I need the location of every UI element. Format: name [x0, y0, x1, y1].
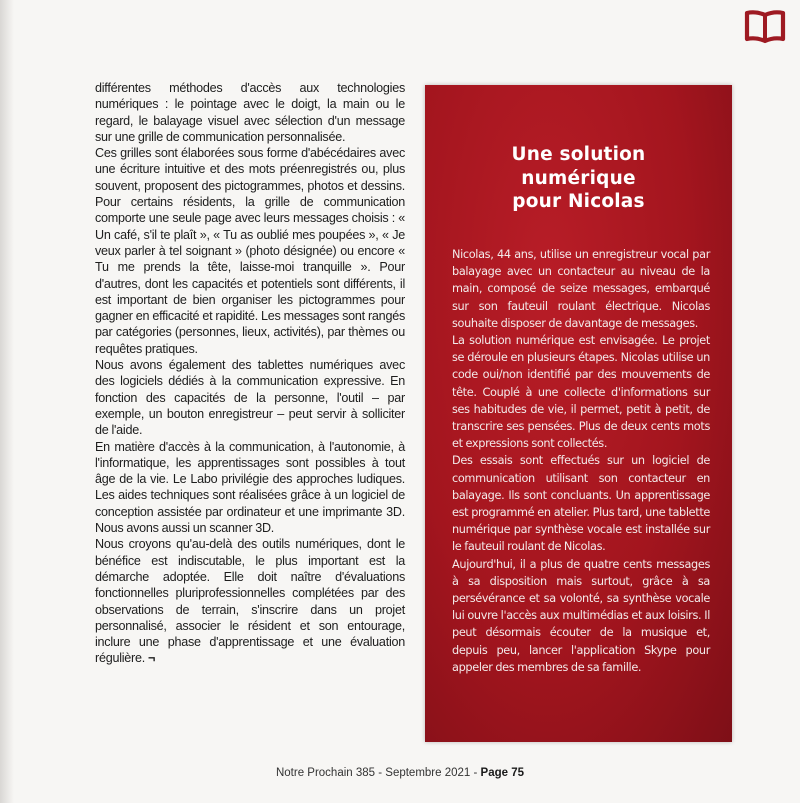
- sidebar-title-line: Une solution: [511, 144, 646, 165]
- paragraph-text: Nous croyons qu'au-delà des outils numériques, dont le bénéfice est indiscutable, le plus important est la démarche adoptée. Elle doit naître d'évaluations fonctionnelles pluriprofessionnelles complétées par des observations de terrain, s'inscrire dans un projet personnalisé, associer le résident et son entourage, inclure une phase d'apprentissage et une évaluation régulière.: [95, 537, 405, 666]
- paragraph: En matière d'accès à la communication, à l'autonomie, à l'informatique, les apprentissages sont possibles à tout âge de la vie. Le Labo privilégie des approches ludiques. Les aides techniques sont réalisées grâce à un logiciel de conception assistée par ordinateur et une imprimante 3D. Nous avons aussi un scanner 3D.: [95, 439, 405, 536]
- page-gutter-shadow: [0, 0, 14, 803]
- page-footer: [0, 767, 800, 779]
- article-text: [95, 80, 405, 667]
- sidebar-title-line: pour Nicolas: [512, 191, 645, 212]
- open-book-icon: [744, 10, 786, 44]
- paragraph: [95, 536, 405, 666]
- paragraph: différentes méthodes d'accès aux technologies numériques : le pointage avec le doigt, la main ou le regard, le balayage visuel avec sélection d'un message sur une grille de communication personnalisée.: [95, 81, 405, 144]
- sidebar-text: [452, 246, 710, 676]
- footer-publication: Notre Prochain 385 - Septembre 2021 -: [275, 767, 481, 779]
- sidebar-box: [425, 85, 732, 742]
- paragraph: Ces grilles sont élaborées sous forme d'abécédaires avec une écriture intuitive et des mots préenregistrés ou, plus souvent, proposent des pictogrammes, photos et dessins. Pour certains résidents, la grille de communication comporte une seule page avec leurs messages choisis : « Un café, s'il te plaît », « Tu as oublié mes poupées », « Je veux parler à tel soignant » (photo désignée) ou encore « Tu me prends la tête, laisse-moi tranquille ». Pour d'autres, dont les capacités et potentiels sont différents, il est important de bien organiser les pictogrammes pour gagner en efficacité et rapidité. Les messages sont rangés par catégories (personnes, lieux, activités), par thèmes ou requêtes pratiques.: [95, 146, 405, 356]
- sidebar-paragraph: La solution numérique est envisagée. Le projet se déroule en plusieurs étapes. Nicolas utilise un code oui/non identifié par des mouvements de tête. Couplé à une collecte d'informations sur ses habitudes de vie, il permet, petit à petit, de transcrire ses pensées. Plus de deux cents mots et expressions sont collectés.: [452, 334, 710, 451]
- sidebar-paragraph: Aujourd'hui, il a plus de quatre cents messages à sa disposition mais surtout, grâce à sa persévérance et sa volonté, sa synthèse vocale lui ouvre l'accès aux multimédias et aux loisirs. Il peut désormais écouter de la musique et, depuis peu, lancer l'application Skype pour appeler des membres de sa famille.: [452, 557, 710, 674]
- sidebar-paragraph: Des essais sont effectués sur un logiciel de communication utilisant son contacteur en balayage. Ils sont concluants. Un apprentissage est programmé en atelier. Plus tard, une tablette numérique par synthèse vocale est installée sur le fauteuil roulant de Nicolas.: [452, 454, 710, 554]
- sidebar-title: [425, 143, 732, 214]
- sidebar-title-line: numérique: [521, 167, 636, 189]
- page-number: Page 75: [480, 767, 525, 779]
- end-mark: ¬: [147, 651, 156, 666]
- sidebar-paragraph: Nicolas, 44 ans, utilise un enregistreur vocal par balayage avec un contacteur au niveau de la main, composé de seize messages, embarqué sur son fauteuil roulant électrique. Nicolas souhaite disposer de davantage de messages.: [452, 248, 710, 330]
- paragraph: Nous avons également des tablettes numériques avec des logiciels dédiés à la communication expressive. En fonction des capacités de la personne, l'outil – par exemple, un bouton enregistreur – peut servir à solliciter de l'aide.: [95, 358, 405, 438]
